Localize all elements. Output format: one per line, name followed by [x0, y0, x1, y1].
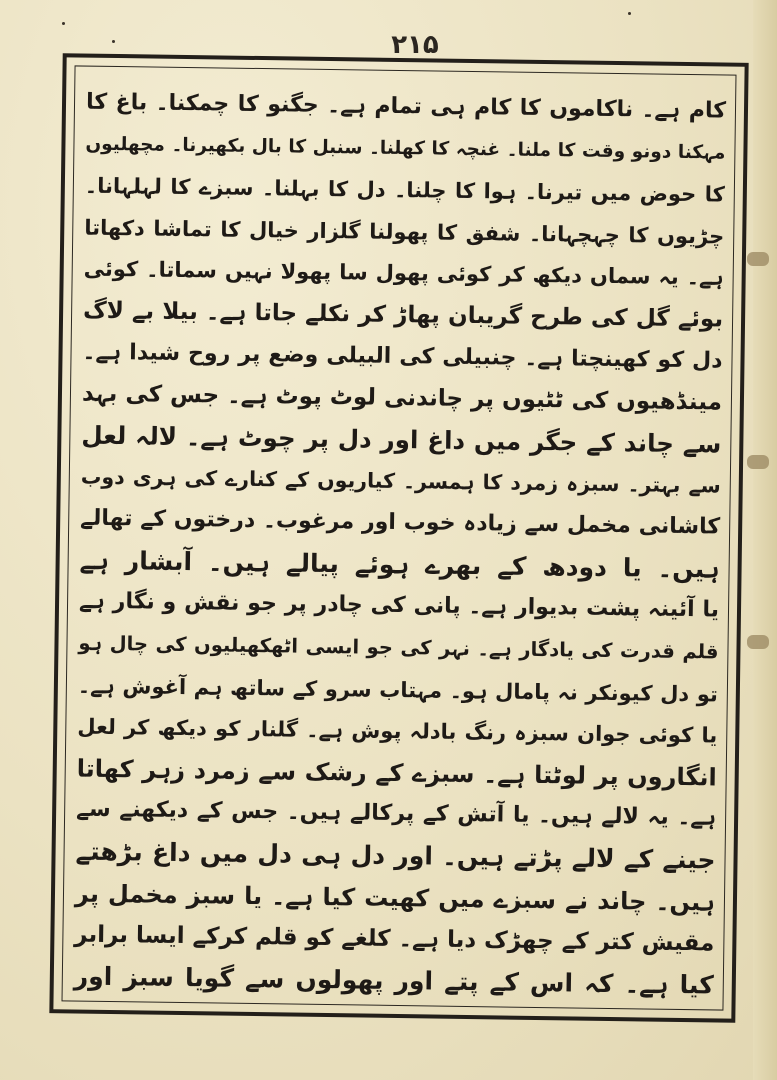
text-line: کام ہے۔ ناکاموں کا کام ہی تمام ہے۔ جگنو کا چمکنا۔ باغ کا: [85, 89, 727, 124]
text-line: کا حوض میں تیرنا۔ ہوا کا چلنا۔ دل کا بہلنا۔ سبزے کا لہلہانا۔: [84, 173, 725, 207]
text-line: جینے کے لالے پڑتے ہیں۔ اور دل ہی دل میں داغ بڑھتے: [75, 836, 716, 875]
text-line: ہیں۔ یا دودھ کے بھرے ہوئے پیالے ہیں۔ آبشار ہے: [79, 545, 720, 584]
text-line: بوئے گل کی طرح گریبان پھاڑ کر نکلے جاتا ہے۔ بیلا بے لاگ: [82, 297, 724, 333]
text-line: ہے۔ یہ سماں دیکھ کر کوئی پھول سا پھولا نہیں سماتا۔ کوئی: [83, 257, 724, 290]
text-line: کیا ہے۔ کہ اس کے پتے اور پھولوں سے گویا سبز اور: [73, 961, 714, 1000]
text-line: دل کو کھینچتا ہے۔ چنبیلی کی البیلی وضع پر روح شیدا ہے۔: [82, 339, 723, 374]
paper-speck: [628, 12, 631, 15]
text-line: قلم قدرت کی یادگار ہے۔ نہر کی جو ایسی اٹھکھیلیوں کی چال ہو: [78, 631, 719, 664]
text-line: سے بہتر۔ سبزہ زمرد کا ہمسر۔ کیاریوں کے کنارے کی ہری دوب: [80, 465, 721, 498]
page-binding-edge: [753, 0, 777, 1080]
text-line: تو دل کیونکر نہ پامال ہو۔ مہتاب سرو کے ساتھ ہم آغوش ہے۔: [77, 673, 719, 706]
text-line: انگاروں پر لوٹتا ہے۔ سبزے کے رشک سے زمرد زہر کھاتا: [76, 754, 717, 792]
urdu-text-body: [74, 84, 727, 1005]
text-line: یا آئینہ پشت بدیوار ہے۔ پانی کی چادر پر جو نقش و نگار ہے: [78, 588, 720, 623]
text-line: کاشانی مخمل سے زیادہ خوب اور مرغوب۔ درختوں کے تھالے: [80, 505, 721, 540]
text-line: مقیش کتر کے چھڑک دیا ہے۔ کلغے کو قلم کرکے ایسا برابر: [74, 921, 715, 957]
text-line: ہے۔ یہ لالے ہیں۔ یا آتش کے پرکالے ہیں۔ جس کے دیکھنے سے: [76, 796, 717, 831]
binding-stitch: [747, 635, 769, 649]
paper-speck: [112, 40, 115, 43]
text-line: یا کوئی جوان سبزہ رنگ بادلہ پوش ہے۔ گلنار کو دیکھ کر لعل: [77, 714, 718, 748]
page-number: ۲۱۵: [391, 30, 439, 60]
text-line: مینڈھیوں کی ٹٹیوں پر چاندنی لوٹ پوٹ ہے۔ جس کی بہد: [81, 380, 723, 416]
text-line: ہیں۔ چاند نے سبزے میں کھیت کیا ہے۔ یا سبز مخمل پر: [74, 879, 716, 917]
binding-stitch: [747, 252, 769, 266]
paper-speck: [62, 22, 65, 25]
text-line: مہکنا دونو وقت کا ملنا۔ غنچہ کا کھلنا۔ سنبل کا بال بکھیرنا۔ مچھلیوں: [85, 133, 726, 164]
text-frame: [49, 53, 748, 1022]
binding-stitch: [747, 455, 769, 469]
text-line: سے چاند کے جگر میں داغ اور دل پر چوٹ ہے۔ لالہ لعل: [81, 420, 722, 459]
text-line: چڑیوں کا چہچہانا۔ شفق کا پھولنا گلزار خیال کا تماشا دکھاتا: [84, 215, 725, 249]
